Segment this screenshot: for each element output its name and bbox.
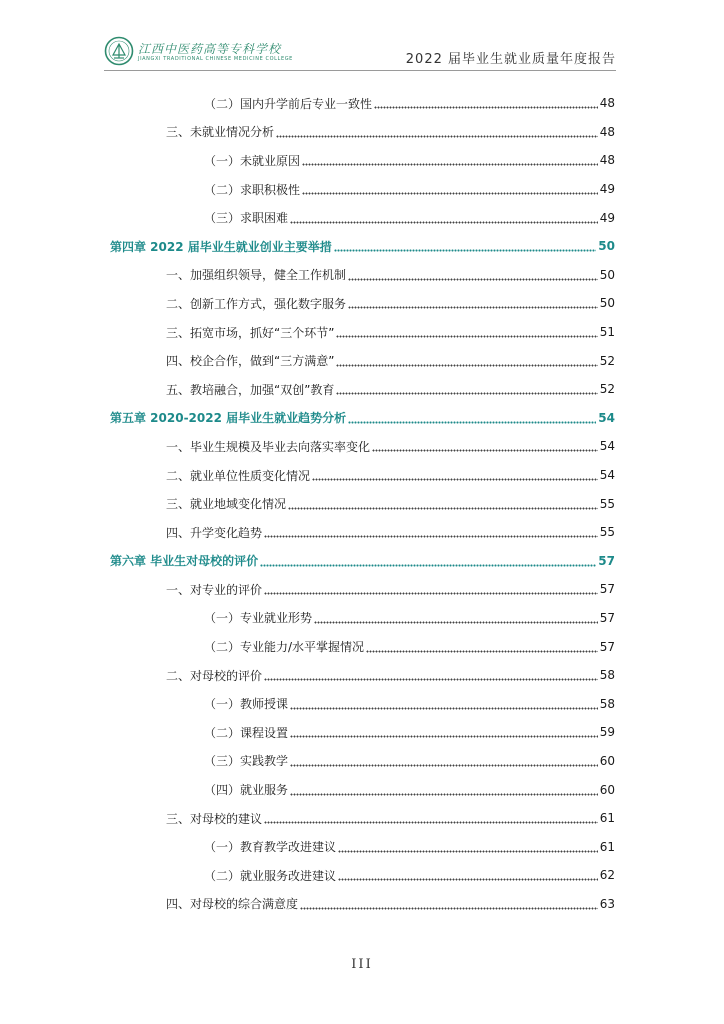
toc-dot-leader [264,669,598,681]
toc-entry-label: 第四章 2022 届毕业生就业创业主要举措 [110,239,332,254]
toc-entry-label: 三、对母校的建议 [166,811,263,826]
toc-dot-leader [260,555,596,567]
toc-entry-label: 一、加强组织领导，健全工作机制 [166,268,347,283]
toc-dot-leader [338,841,598,853]
toc-entry[interactable] [110,432,615,461]
toc-dot-leader [366,641,598,653]
toc-chapter-entry[interactable] [110,232,615,261]
toc-entry-label: （一）专业就业形势 [204,611,313,626]
page-number: III [351,957,373,972]
toc-entry-label: （二）专业能力/水平掌握情况 [204,640,365,655]
toc-page-number: 55 [599,496,615,511]
toc-page-number: 57 [598,553,615,568]
toc-dot-leader [290,755,598,767]
toc-entry-label: 四、校企合作，做到“三方满意” [166,354,335,369]
toc-entry-label: 四、升学变化趋势 [166,525,263,540]
toc-page-number: 62 [599,868,615,883]
toc-page-number: 50 [598,239,615,254]
toc-entry[interactable] [110,375,615,404]
toc-dot-leader [314,612,598,624]
toc-dot-leader [336,355,597,367]
toc-page-number: 50 [599,267,615,282]
toc-dot-leader [336,326,597,338]
toc-chapter-entry[interactable] [110,404,615,433]
school-name-english: JIANGXI TRADITIONAL CHINESE MEDICINE COLLEGE [138,56,293,62]
toc-page-number: 55 [599,525,615,540]
toc-dot-leader [348,297,598,309]
toc-dot-leader [302,154,598,166]
toc-entry[interactable] [110,718,615,747]
toc-dot-leader [348,269,598,281]
school-name-calligraphy: 江西中医药高等专科学校 [138,42,282,56]
toc-page-number: 63 [599,896,615,911]
toc-entry-label: 三、未就业情况分析 [166,125,275,140]
toc-page-number: 58 [599,668,615,683]
toc-entry-label: （三）求职困难 [204,211,289,226]
toc-dot-leader [302,183,598,195]
school-logo-icon [104,36,134,66]
toc-entry-label: （二）国内升学前后专业一致性 [204,96,373,111]
toc-entry[interactable] [110,175,615,204]
toc-page-number: 58 [599,696,615,711]
toc-page-number: 52 [599,382,615,397]
toc-entry[interactable] [110,118,615,147]
toc-entry[interactable] [110,575,615,604]
toc-entry-label: （二）求职积极性 [204,182,301,197]
toc-dot-leader [264,812,598,824]
toc-entry[interactable] [110,318,615,347]
toc-entry[interactable] [110,346,615,375]
toc-page-number: 54 [599,468,615,483]
toc-entry[interactable] [110,518,615,547]
toc-dot-leader [372,440,598,452]
toc-page-number: 52 [599,353,615,368]
toc-page-number: 48 [599,96,615,111]
toc-entry[interactable] [110,661,615,690]
toc-entry-label: 一、毕业生规模及毕业去向落实率变化 [166,439,371,454]
toc-page-number: 54 [599,439,615,454]
toc-page-number: 48 [599,124,615,139]
toc-entry-label: （一）教育教学改进建议 [204,840,337,855]
toc-entry[interactable] [110,804,615,833]
toc-entry-label: 四、对母校的综合满意度 [166,897,299,912]
toc-entry[interactable] [110,747,615,776]
toc-dot-leader [290,784,598,796]
toc-dot-leader [276,126,598,138]
toc-page-number: 57 [599,639,615,654]
toc-entry[interactable] [110,832,615,861]
toc-page-number: 57 [599,582,615,597]
toc-entry-label: （四）就业服务 [204,783,289,798]
toc-entry[interactable] [110,203,615,232]
toc-dot-leader [290,698,598,710]
toc-entry-label: 第五章 2020-2022 届毕业生就业趋势分析 [110,411,347,426]
toc-dot-leader [264,583,598,595]
toc-entry-label: （一）教师授课 [204,697,289,712]
toc-entry[interactable] [110,461,615,490]
toc-dot-leader [290,726,598,738]
toc-dot-leader [338,869,598,881]
toc-entry-label: 第六章 毕业生对母校的评价 [110,554,259,569]
toc-entry-label: （三）实践教学 [204,754,289,769]
table-of-contents [110,89,615,918]
toc-entry[interactable] [110,775,615,804]
toc-entry-label: 五、教培融合，加强“双创”教育 [166,382,335,397]
toc-entry[interactable] [110,289,615,318]
toc-page-number: 60 [599,753,615,768]
toc-chapter-entry[interactable] [110,547,615,576]
toc-dot-leader [348,412,596,424]
toc-page-number: 48 [599,153,615,168]
toc-dot-leader [312,469,598,481]
toc-dot-leader [374,97,598,109]
toc-entry[interactable] [110,861,615,890]
toc-entry[interactable] [110,146,615,175]
toc-page-number: 51 [599,325,615,340]
toc-entry-label: （二）课程设置 [204,725,289,740]
toc-dot-leader [334,240,597,252]
toc-page-number: 50 [599,296,615,311]
toc-dot-leader [336,383,597,395]
toc-entry-label: 二、就业单位性质变化情况 [166,468,311,483]
toc-entry-label: 一、对专业的评价 [166,582,263,597]
toc-dot-leader [290,212,598,224]
toc-page-number: 49 [599,182,615,197]
toc-page-number: 54 [598,410,615,425]
toc-entry[interactable] [110,890,615,919]
toc-entry-label: 三、就业地域变化情况 [166,497,287,512]
toc-entry-label: 二、对母校的评价 [166,668,263,683]
toc-dot-leader [264,526,598,538]
toc-page-number: 57 [599,610,615,625]
toc-dot-leader [300,898,598,910]
toc-entry-label: （二）就业服务改进建议 [204,868,337,883]
toc-page-number: 61 [599,811,615,826]
toc-entry-label: （一）未就业原因 [204,153,301,168]
header-divider [104,70,616,71]
toc-dot-leader [288,498,598,510]
toc-entry[interactable] [110,261,615,290]
toc-page-number: 61 [599,839,615,854]
toc-entry-label: 三、拓宽市场，抓好“三个环节” [166,325,335,340]
toc-page-number: 59 [599,725,615,740]
toc-page-number: 49 [599,210,615,225]
toc-entry[interactable] [110,689,615,718]
toc-entry[interactable] [110,89,615,118]
page-header [0,0,724,80]
toc-entry[interactable] [110,604,615,633]
toc-entry[interactable] [110,489,615,518]
toc-page-number: 60 [599,782,615,797]
toc-entry[interactable] [110,632,615,661]
report-title: 2022 届毕业生就业质量年度报告 [405,52,616,67]
toc-entry-label: 二、创新工作方式，强化数字服务 [166,296,347,311]
